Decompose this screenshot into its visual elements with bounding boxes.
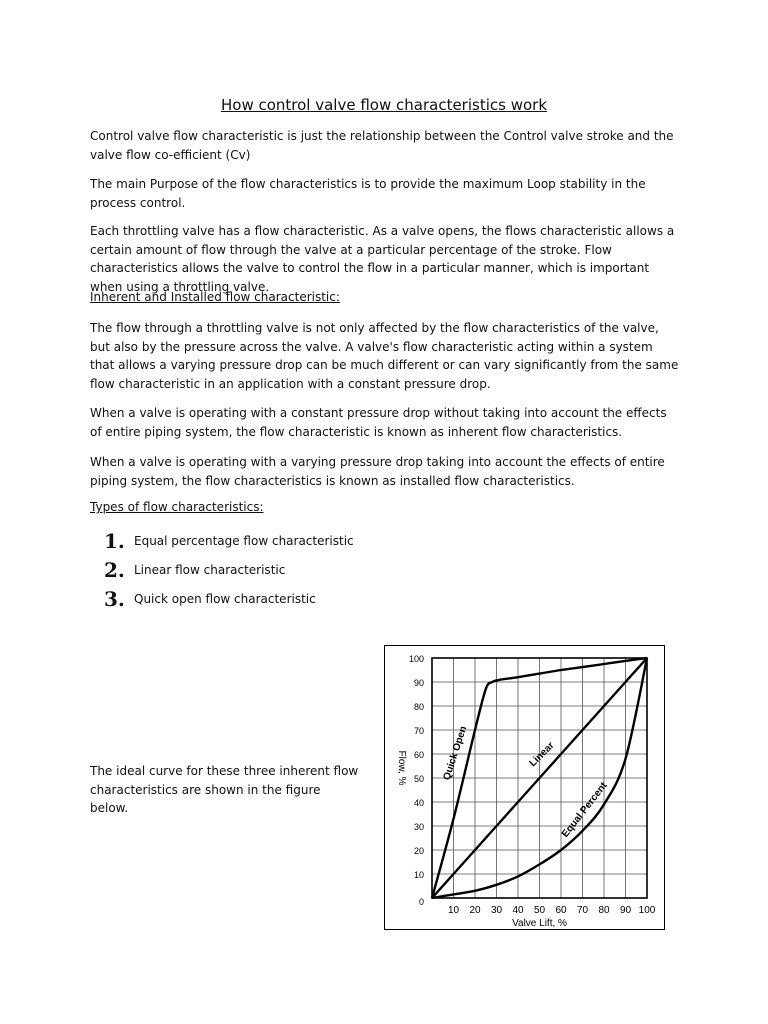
chart-svg xyxy=(385,646,664,929)
page-title: How control valve flow characteristics work xyxy=(220,96,547,114)
types-heading: Types of flow characteristics: xyxy=(90,500,264,514)
x-tick-label: 60 xyxy=(555,905,567,916)
intro-paragraph: Control valve flow characteristic is just the relationship between the Control valve stroke and the valve flow co-efficient (Cv) xyxy=(90,129,674,162)
x-tick-label: 70 xyxy=(576,905,589,916)
y-tick-label: 70 xyxy=(413,726,424,736)
y-tick-label: 50 xyxy=(413,774,424,784)
x-tick-label: 100 xyxy=(638,905,656,916)
x-tick-label: 50 xyxy=(533,905,546,916)
inherent-installed-heading: Inherent and Installed flow characteristic: xyxy=(90,290,340,304)
x-tick-label: 80 xyxy=(598,905,610,916)
x-tick-label: 40 xyxy=(512,905,524,916)
x-tick-label: 90 xyxy=(619,905,632,916)
y-tick-label: 40 xyxy=(413,798,424,808)
curve-label: Linear xyxy=(527,740,557,770)
list-number: 1. xyxy=(104,528,125,553)
x-tick-label: 20 xyxy=(469,905,481,916)
list-label: Linear flow characteristic xyxy=(134,562,286,577)
curve-label: Quick Open xyxy=(441,724,470,782)
figure-intro-text: The ideal curve for these three inherent flow characteristics are shown in the figure below. xyxy=(90,764,359,815)
y-tick-label: 60 xyxy=(413,750,424,760)
flow-characteristics-chart xyxy=(384,645,665,930)
y-tick-label: 100 xyxy=(408,654,424,664)
list-item xyxy=(104,526,354,555)
list-number: 3. xyxy=(104,586,125,611)
list-number: 2. xyxy=(104,557,125,582)
y-tick-label: 20 xyxy=(413,846,424,856)
throttling-paragraph: Each throttling valve has a flow characteristic. As a valve opens, the flows characteristic allows a certain amount of flow through the valve at a particular percentage of the stroke. Flow characteristics allows the valve to control the flow in a particular manner, which is important when using a throttling valve. xyxy=(90,224,675,294)
x-axis-label: Valve Lift, % xyxy=(512,918,567,929)
y-tick-label: 10 xyxy=(413,870,424,880)
x-tick-label: 30 xyxy=(490,905,503,916)
flow-types-list xyxy=(104,526,354,613)
list-item xyxy=(104,555,354,584)
y-axis-label: Flow, % xyxy=(396,750,407,786)
installed-paragraph: When a valve is operating with a varying pressure drop taking into account the effects of entire piping system, the flow characteristics is known as installed flow characteristics. xyxy=(90,455,665,488)
pressure-paragraph: The flow through a throttling valve is not only affected by the flow characteristics of the valve, but also by the pressure across the valve. A valve's flow characteristic acting within a system that allows a varying pressure drop can be much different or can vary significantly from the same flow characteristic in an application with a constant pressure drop. xyxy=(90,321,679,391)
origin-label: 0 xyxy=(418,897,424,907)
curve-label: Equal Percent xyxy=(559,780,610,840)
x-tick-label: 10 xyxy=(447,905,460,916)
inherent-paragraph: When a valve is operating with a constant pressure drop without taking into account the effects of entire piping system, the flow characteristic is known as inherent flow characteristics. xyxy=(90,406,667,439)
y-tick-label: 90 xyxy=(413,678,424,688)
purpose-paragraph: The main Purpose of the flow characteristics is to provide the maximum Loop stability in the process control. xyxy=(90,177,646,210)
y-tick-label: 30 xyxy=(413,822,424,832)
list-label: Quick open flow characteristic xyxy=(134,591,316,606)
list-label: Equal percentage flow characteristic xyxy=(134,533,354,548)
list-item xyxy=(104,584,354,613)
y-tick-label: 80 xyxy=(413,702,424,712)
